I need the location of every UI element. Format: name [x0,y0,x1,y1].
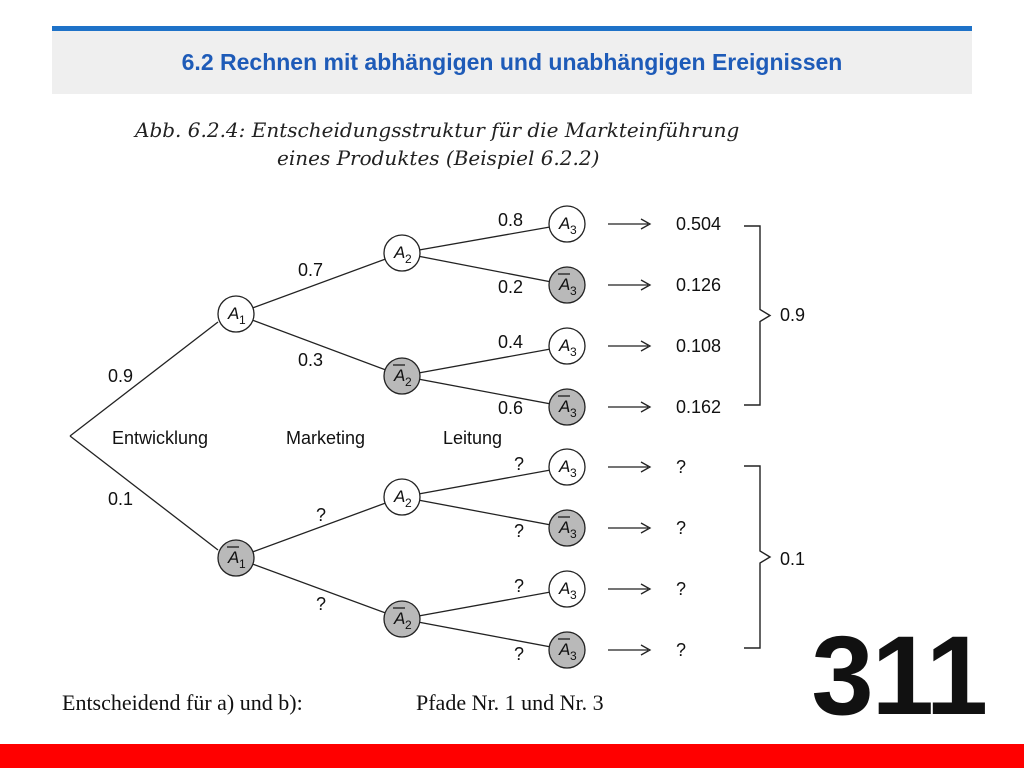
node-l3-8-letter: A [559,640,571,659]
node-l1-2-subscript: 1 [239,557,246,571]
result-value-3: 0.108 [676,336,722,356]
caption-line-1: Abb. 6.2.4: Entscheidungsstruktur für die Markteinführung [135,118,740,142]
prob-l2-4: ? [316,594,327,614]
stage-label-marketing: Marketing [286,428,366,448]
conclusion-paths: Pfade Nr. 1 und Nr. 3 [416,690,604,715]
result-value-7: ? [676,579,687,599]
node-l3-4-subscript: 3 [570,406,577,420]
result-value-8: ? [676,640,687,660]
node-l2-2-letter: A [394,366,406,385]
prob-a1: 0.9 [108,366,134,386]
node-l3-3-letter: A [559,336,571,355]
prob-l3-2: 0.2 [498,277,524,297]
edge-l2-l3-1 [402,224,567,253]
brace-total-upper: 0.9 [780,305,806,325]
edge-l2-l3-7 [402,589,567,619]
prob-l3-5: ? [514,454,525,474]
stage-label-entwicklung: Entwicklung [112,428,209,448]
prob-l2-2: 0.3 [298,350,324,370]
prob-l2-3: ? [316,505,327,525]
node-l3-3-subscript: 3 [570,345,577,359]
prob-l2-1: 0.7 [298,260,324,280]
node-l3-7-subscript: 3 [570,588,577,602]
node-l1-2-letter: A [228,548,240,567]
prob-l3-8: ? [514,644,525,664]
node-l3-1-letter: A [559,214,571,233]
prob-l3-1: 0.8 [498,210,524,230]
node-l2-3-letter: A [394,487,406,506]
node-l3-2-subscript: 3 [570,284,577,298]
result-value-4: 0.162 [676,397,722,417]
node-l3-7-letter: A [559,579,571,598]
result-value-5: ? [676,457,687,477]
node-l2-4-letter: A [394,609,406,628]
edge-l2-l3-4 [402,376,567,407]
conclusion-label: Entscheidend für a) und b): [62,690,303,715]
node-l1-1-letter: A [228,304,240,323]
node-l3-2-letter: A [559,275,571,294]
result-value-6: ? [676,518,687,538]
edge-l2-l3-2 [402,253,567,285]
edge-root-a1 [70,322,218,436]
node-l2-2-subscript: 2 [405,375,412,389]
edge-root-nota1 [70,436,218,550]
page-number: 311 [811,613,986,738]
node-l2-3-subscript: 2 [405,496,412,510]
brace-upper [744,226,770,405]
edge-l2-l3-5 [402,467,567,497]
edge-l2-l3-8 [402,619,567,650]
prob-nota1: 0.1 [108,489,134,509]
node-l3-6-subscript: 3 [570,527,577,541]
node-l3-1-subscript: 3 [570,223,577,237]
brace-total-lower: 0.1 [780,549,806,569]
node-l3-8-subscript: 3 [570,649,577,663]
node-l3-6-letter: A [559,518,571,537]
prob-l3-4: 0.6 [498,398,524,418]
node-l3-5-subscript: 3 [570,466,577,480]
node-l3-4-letter: A [559,397,571,416]
stage-label-leitung: Leitung [443,428,503,448]
prob-l3-7: ? [514,576,525,596]
slide-title: 6.2 Rechnen mit abhängigen und unabhängigen Ereignissen [181,49,843,75]
node-l1-1-subscript: 1 [239,313,246,327]
prob-l3-6: ? [514,521,525,541]
node-l2-1-subscript: 2 [405,252,412,266]
edge-l2-l3-6 [402,497,567,528]
caption-line-2: eines Produktes (Beispiel 6.2.2) [277,146,600,170]
edge-l2-l3-3 [402,346,567,376]
footer-red-bar [0,744,1024,768]
prob-l3-3: 0.4 [498,332,524,352]
result-value-1: 0.504 [676,214,722,234]
result-value-2: 0.126 [676,275,722,295]
node-l2-4-subscript: 2 [405,618,412,632]
node-l2-1-letter: A [394,243,406,262]
node-l3-5-letter: A [559,457,571,476]
brace-lower [744,466,770,648]
